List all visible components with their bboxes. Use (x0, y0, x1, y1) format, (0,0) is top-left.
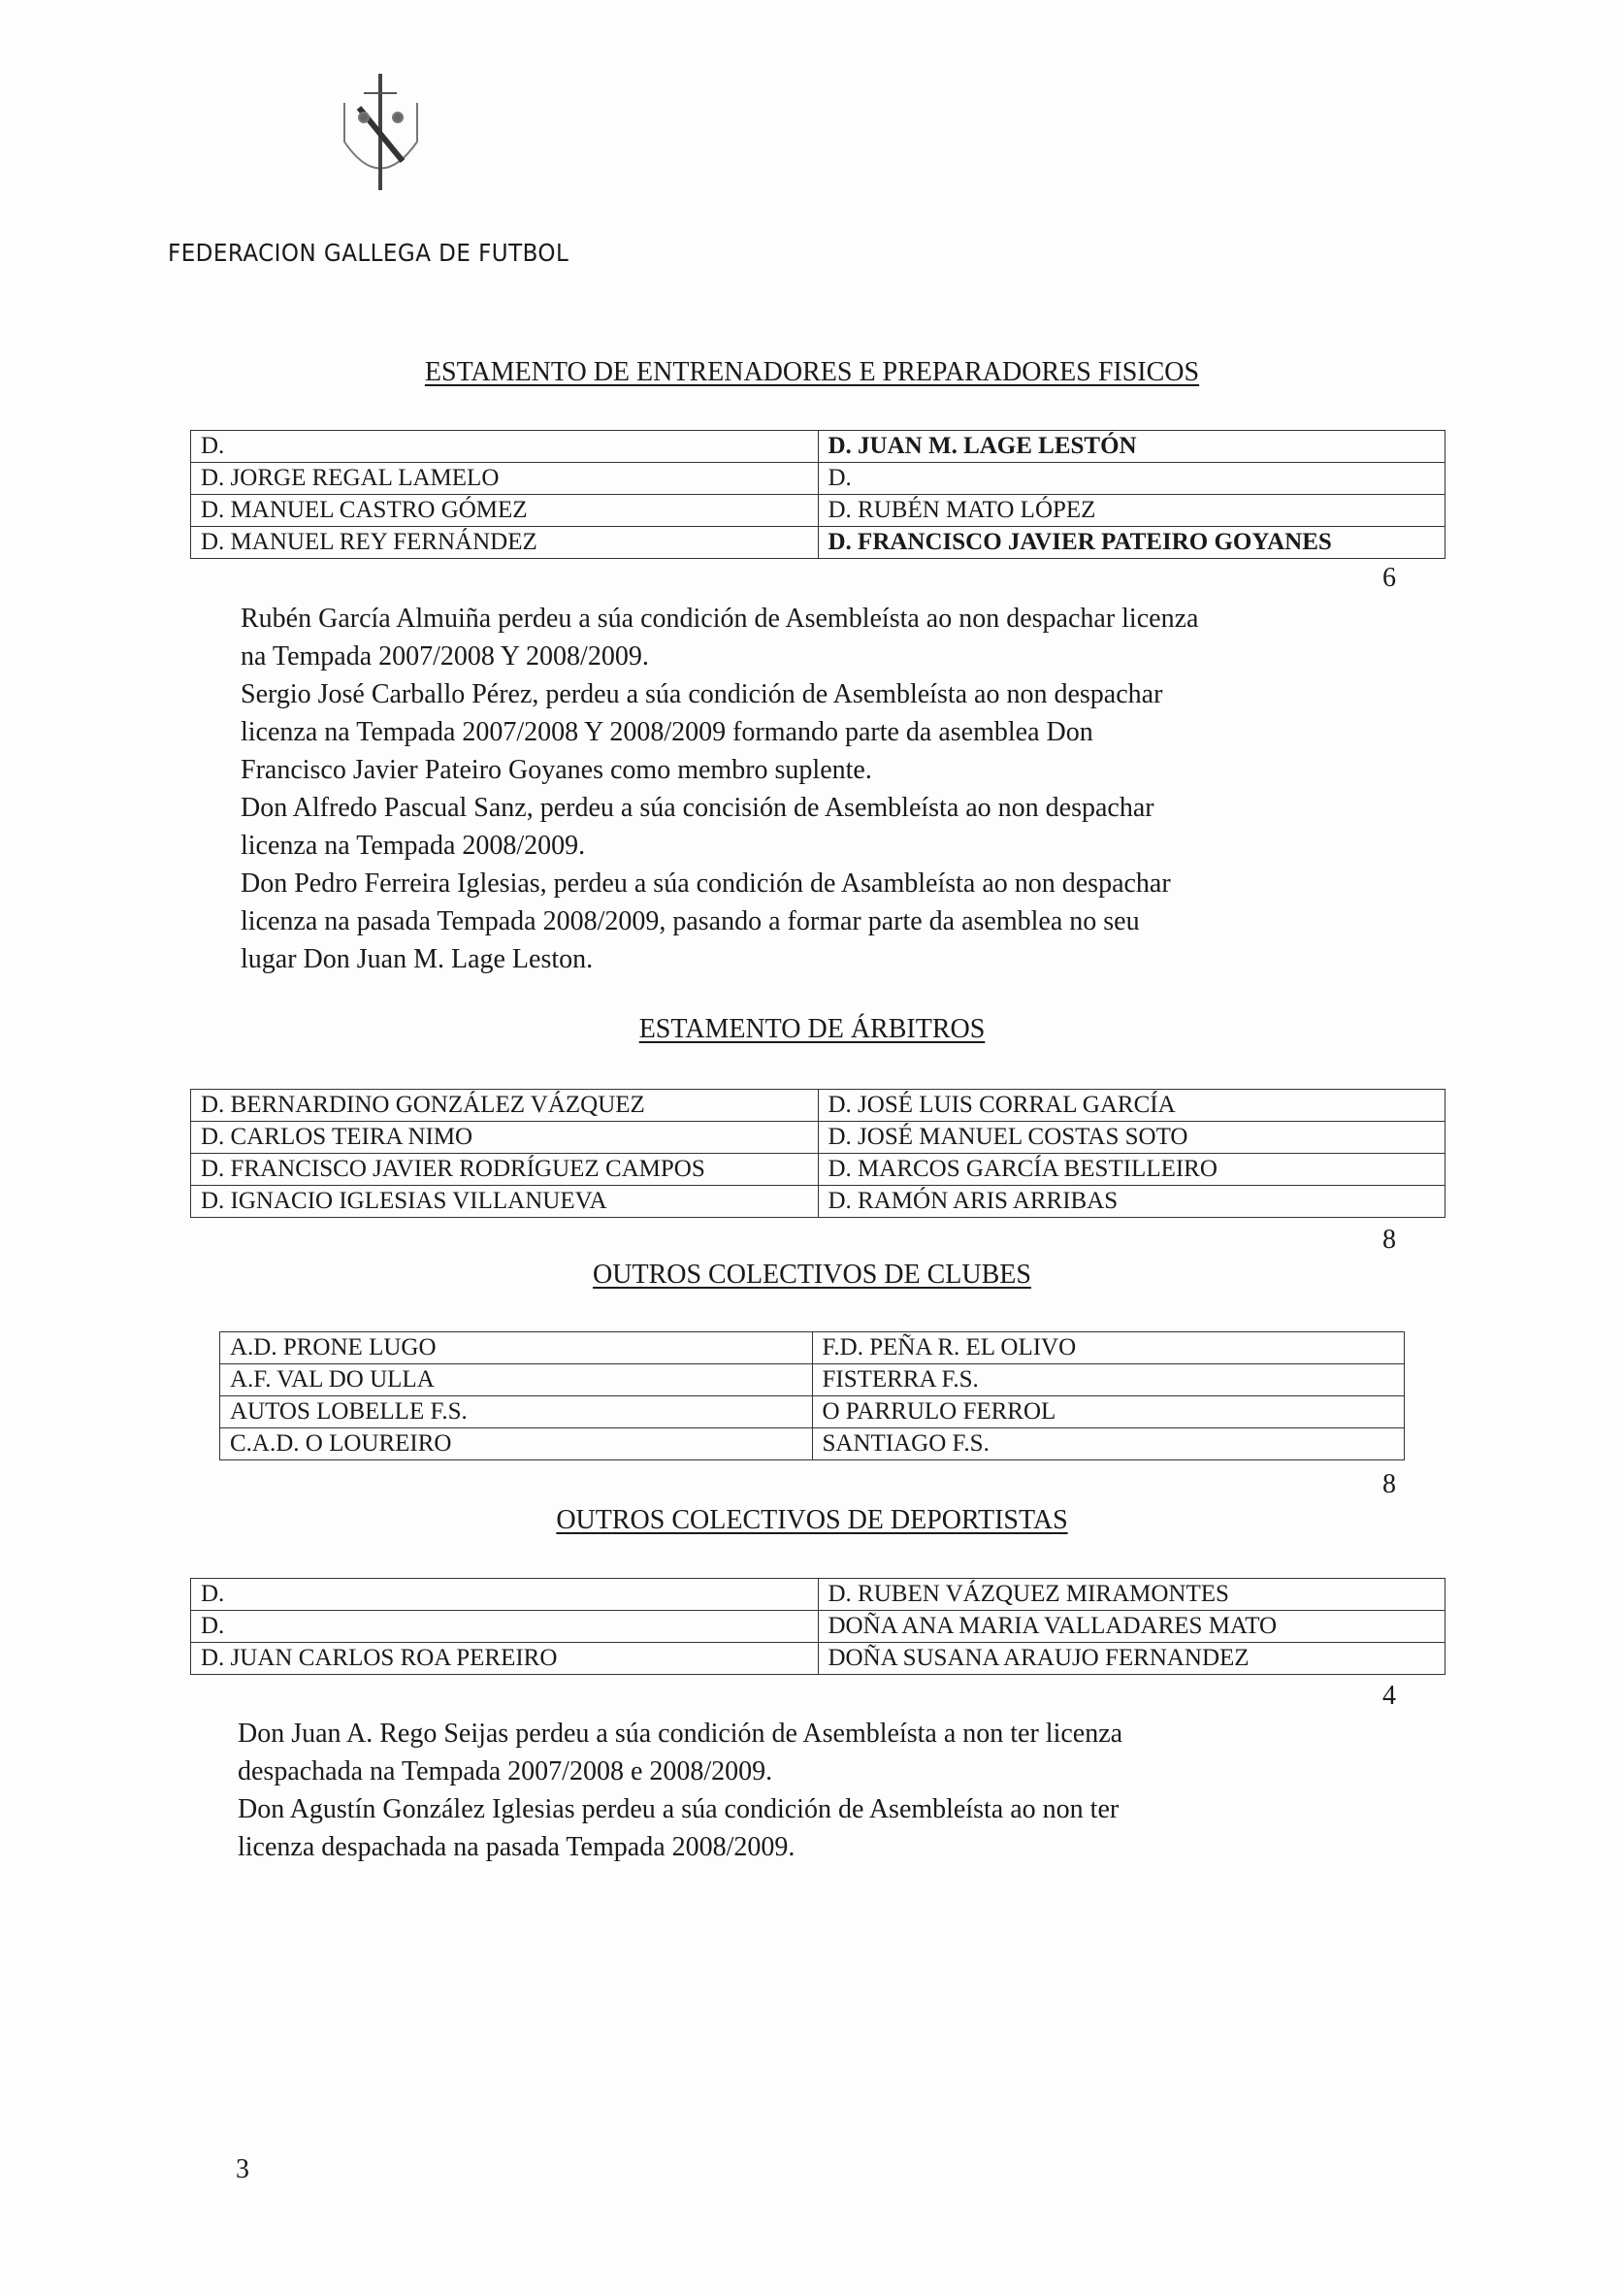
note-line: na Tempada 2007/2008 Y 2008/2009. (241, 641, 649, 672)
table-row (191, 1611, 1445, 1643)
table-cell: D. MANUEL CASTRO GÓMEZ (191, 495, 819, 527)
table-cell: SANTIAGO F.S. (812, 1428, 1405, 1460)
table-row (220, 1396, 1405, 1428)
table-cell: D. RAMÓN ARIS ARRIBAS (818, 1186, 1445, 1218)
member-count: 6 (1382, 563, 1396, 593)
table-row (220, 1332, 1405, 1364)
table-row (191, 463, 1445, 495)
note-line: licenza na pasada Tempada 2008/2009, pasando a formar parte da asemblea no seu (241, 906, 1140, 936)
table-row (191, 1090, 1445, 1122)
table-cell: D. MARCOS GARCÍA BESTILLEIRO (818, 1154, 1445, 1186)
table-cell: D. JOSÉ LUIS CORRAL GARCÍA (818, 1090, 1445, 1122)
table-row (191, 495, 1445, 527)
table-cell: D. BERNARDINO GONZÁLEZ VÁZQUEZ (191, 1090, 819, 1122)
table-row (191, 1154, 1445, 1186)
section-title-referees: ESTAMENTO DE ÁRBITROS (638, 1014, 986, 1044)
note-line: licenza despachada na pasada Tempada 2008/2009. (238, 1832, 796, 1862)
table-row (191, 431, 1445, 463)
page-number: 3 (236, 2154, 249, 2184)
table-cell: D. JUAN CARLOS ROA PEREIRO (191, 1643, 819, 1675)
table-cell: D. CARLOS TEIRA NIMO (191, 1122, 819, 1154)
clubs-table (219, 1331, 1405, 1460)
table-cell: D. FRANCISCO JAVIER PATEIRO GOYANES (818, 527, 1445, 559)
table-cell: D. RUBEN VÁZQUEZ MIRAMONTES (818, 1579, 1445, 1611)
table-cell: A.D. PRONE LUGO (220, 1332, 813, 1364)
table-cell: A.F. VAL DO ULLA (220, 1364, 813, 1396)
table-cell: D. IGNACIO IGLESIAS VILLANUEVA (191, 1186, 819, 1218)
table-row (191, 1579, 1445, 1611)
table-row (191, 1186, 1445, 1218)
table-cell: D. RUBÉN MATO LÓPEZ (818, 495, 1445, 527)
section-title-clubs: OUTROS COLECTIVOS DE CLUBES (593, 1260, 1031, 1290)
coaches-table (190, 430, 1445, 559)
member-count: 4 (1382, 1681, 1396, 1711)
note-line: Rubén García Almuiña perdeu a súa condición de Asembleísta ao non despachar licenza (241, 604, 1199, 634)
note-line: licenza na Tempada 2007/2008 Y 2008/2009 formando parte da asemblea Don (241, 717, 1093, 747)
table-cell: D. (818, 463, 1445, 495)
table-cell: D. JOSÉ MANUEL COSTAS SOTO (818, 1122, 1445, 1154)
section-title-athletes: OUTROS COLECTIVOS DE DEPORTISTAS (556, 1505, 1068, 1535)
note-line: Francisco Javier Pateiro Goyanes como membro suplente. (241, 755, 872, 785)
table-cell: DOÑA SUSANA ARAUJO FERNANDEZ (818, 1643, 1445, 1675)
table-cell: D. (191, 431, 819, 463)
table-row (191, 527, 1445, 559)
table-row (220, 1428, 1405, 1460)
note-line: Don Agustín González Iglesias perdeu a súa condición de Asembleísta ao non ter (238, 1794, 1120, 1824)
table-cell: AUTOS LOBELLE F.S. (220, 1396, 813, 1428)
note-line: despachada na Tempada 2007/2008 e 2008/2009. (238, 1756, 773, 1786)
table-row (191, 1122, 1445, 1154)
table-cell: D. (191, 1611, 819, 1643)
table-cell: D. JUAN M. LAGE LESTÓN (818, 431, 1445, 463)
table-cell: DOÑA ANA MARIA VALLADARES MATO (818, 1611, 1445, 1643)
table-cell: D. FRANCISCO JAVIER RODRÍGUEZ CAMPOS (191, 1154, 819, 1186)
member-count: 8 (1382, 1225, 1396, 1255)
table-row (191, 1643, 1445, 1675)
note-line: Don Juan A. Rego Seijas perdeu a súa condición de Asembleísta a non ter licenza (238, 1719, 1123, 1749)
table-cell: D. MANUEL REY FERNÁNDEZ (191, 527, 819, 559)
athletes-table (190, 1578, 1445, 1675)
table-cell: O PARRULO FERROL (812, 1396, 1405, 1428)
table-cell: D. (191, 1579, 819, 1611)
referees-table (190, 1089, 1445, 1218)
organization-name: FEDERACION GALLEGA DE FUTBOL (168, 239, 569, 267)
note-line: Don Pedro Ferreira Iglesias, perdeu a súa condición de Asambleísta ao non despachar (241, 868, 1171, 899)
note-line: Sergio José Carballo Pérez, perdeu a súa condición de Asembleísta ao non despachar (241, 679, 1163, 709)
table-cell: FISTERRA F.S. (812, 1364, 1405, 1396)
federation-crest-logo (335, 64, 427, 200)
table-cell: D. JORGE REGAL LAMELO (191, 463, 819, 495)
table-row (220, 1364, 1405, 1396)
note-line: licenza na Tempada 2008/2009. (241, 831, 586, 861)
note-line: Don Alfredo Pascual Sanz, perdeu a súa concisión de Asembleísta ao non despachar (241, 793, 1154, 823)
table-cell: F.D. PEÑA R. EL OLIVO (812, 1332, 1405, 1364)
note-line: lugar Don Juan M. Lage Leston. (241, 944, 594, 974)
section-title-coaches: ESTAMENTO DE ENTRENADORES E PREPARADORES FISICOS (424, 357, 1200, 387)
coaches-notes (241, 600, 1198, 978)
athletes-notes (238, 1715, 1122, 1866)
table-cell: C.A.D. O LOUREIRO (220, 1428, 813, 1460)
member-count: 8 (1382, 1469, 1396, 1499)
